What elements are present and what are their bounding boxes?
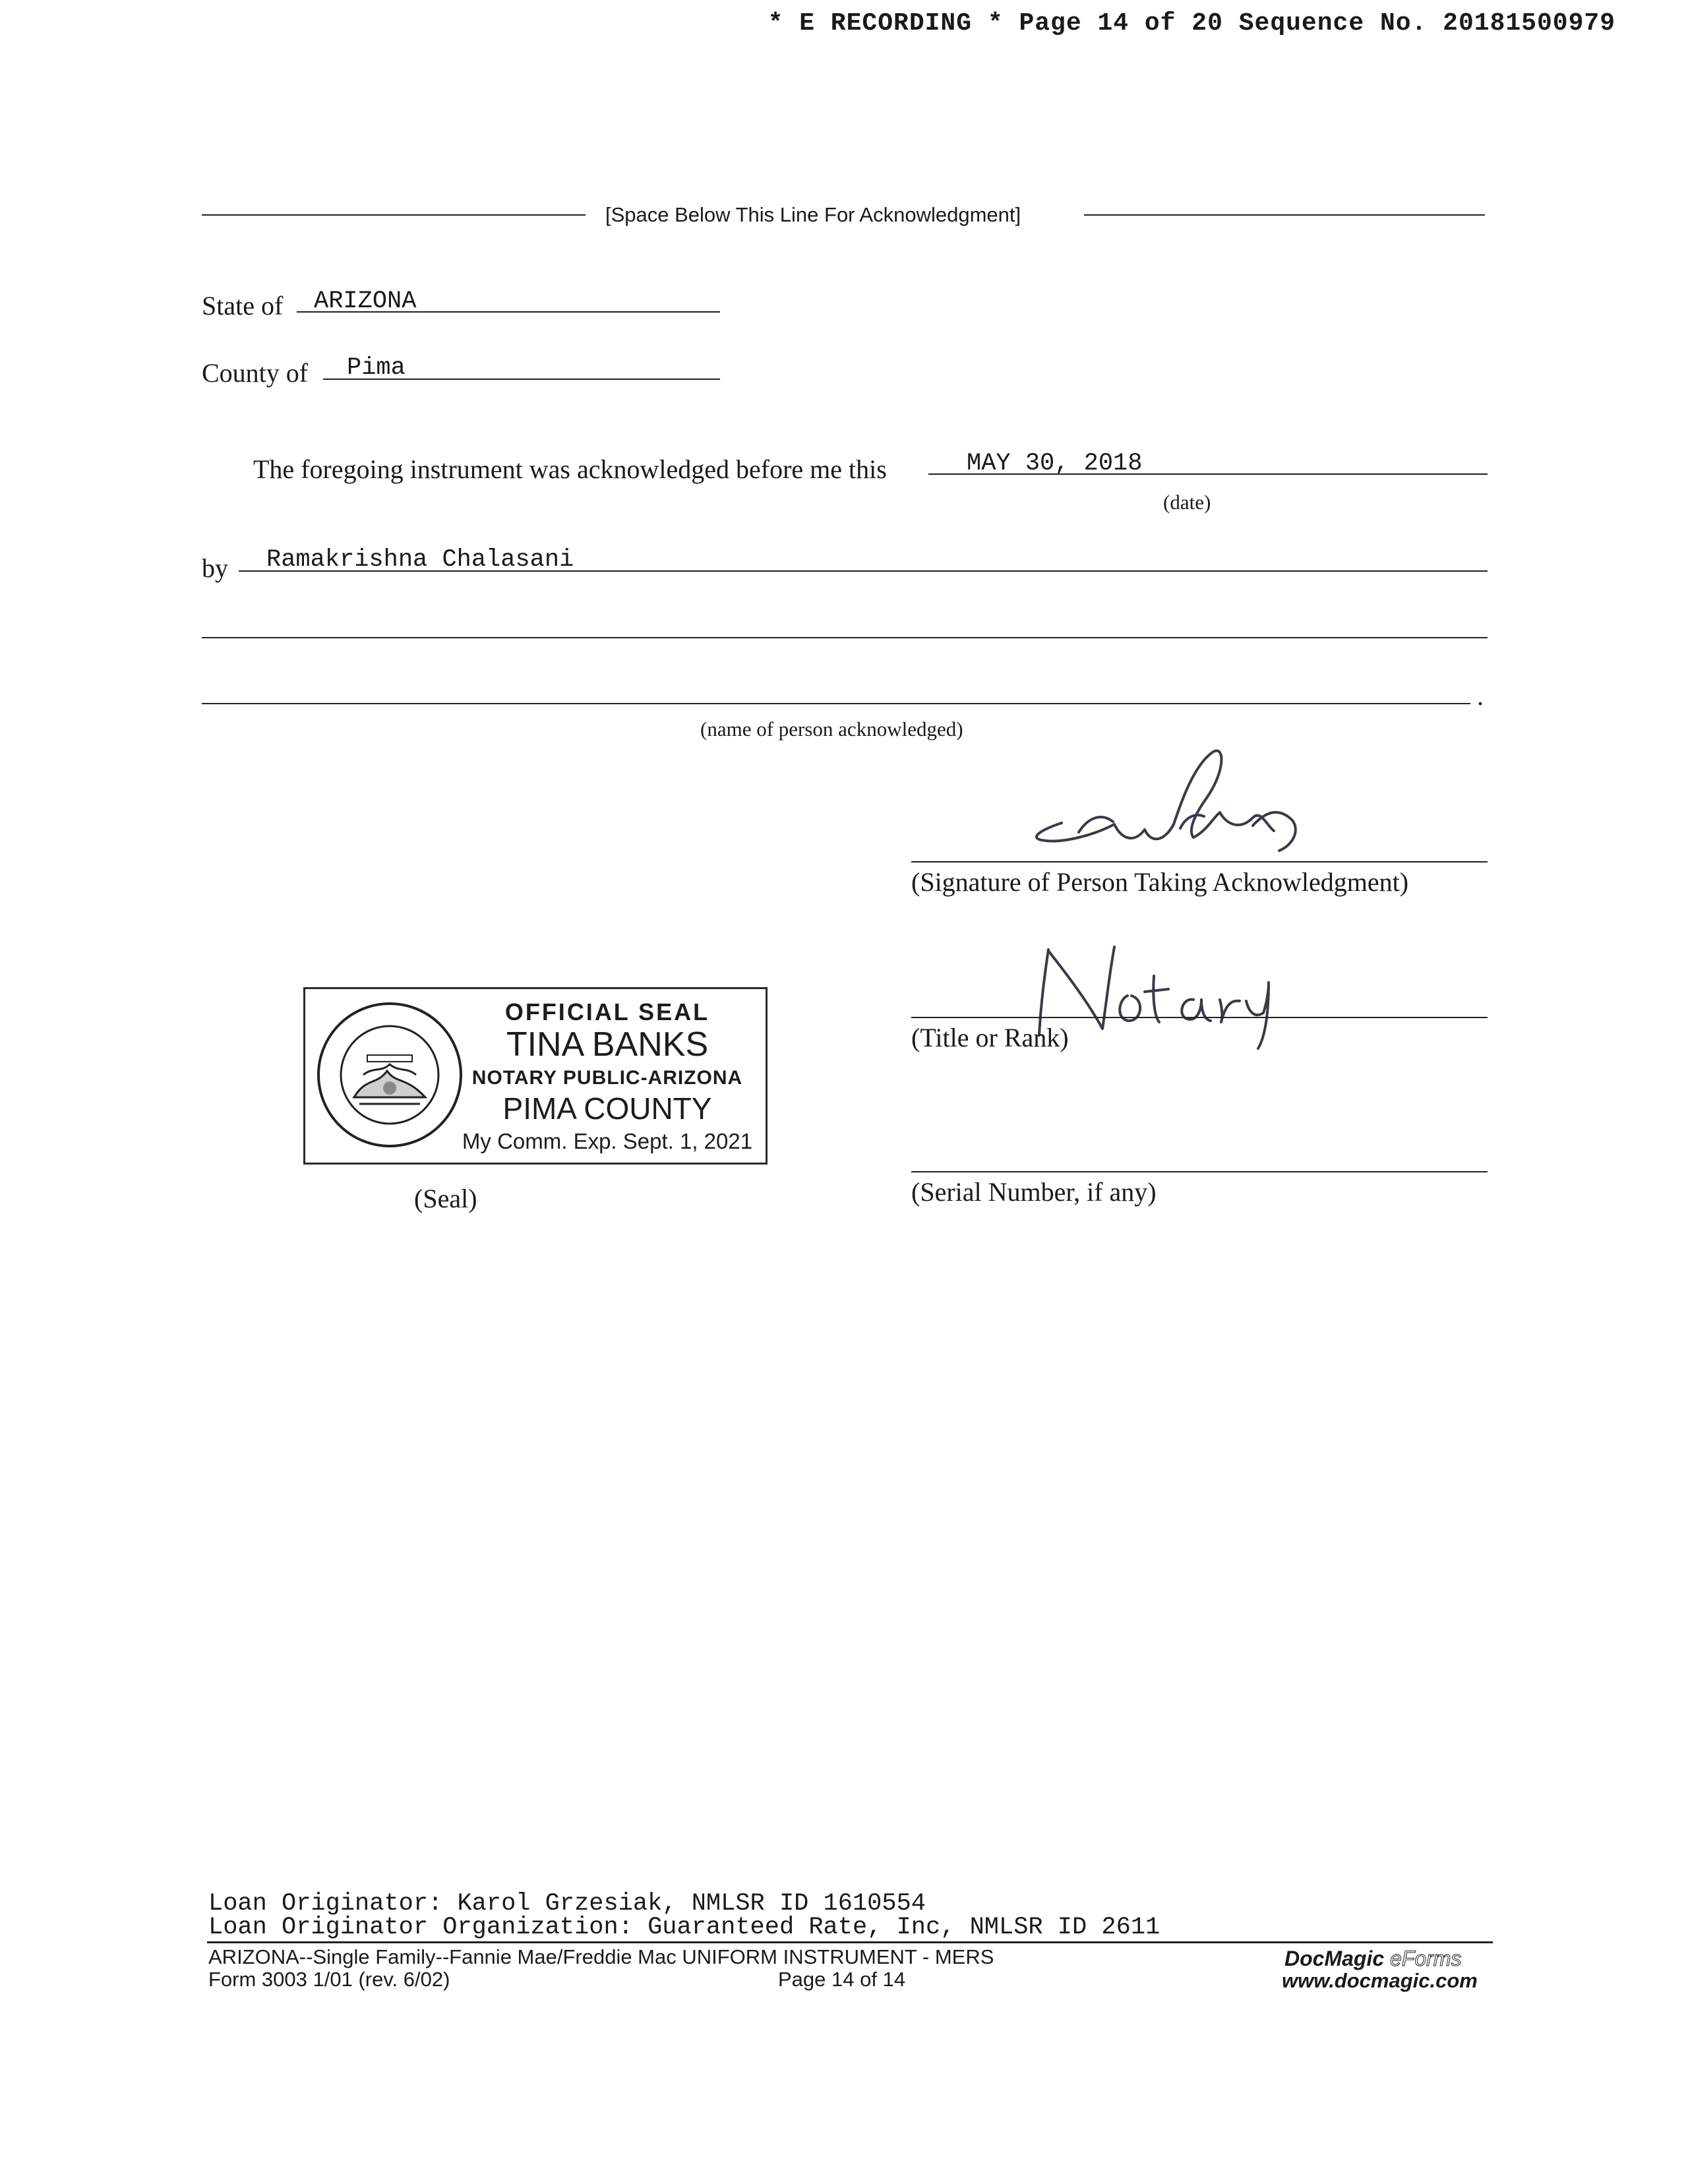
signature-caption: (Signature of Person Taking Acknowledgment) xyxy=(911,867,1409,897)
loan-originator: Loan Originator: Karol Grzesiak, NMLSR ID 1610554 xyxy=(208,1890,926,1918)
arizona-state-seal-emblem xyxy=(313,998,466,1151)
name-caption: (name of person acknowledged) xyxy=(700,717,963,741)
divider-right xyxy=(1084,214,1485,216)
recording-header: * E RECORDING * Page 14 of 20 Sequence No. 20181500979 xyxy=(768,9,1615,38)
seal-notary-title: NOTARY PUBLIC-ARIZONA xyxy=(471,1067,743,1089)
title-underline xyxy=(911,1017,1488,1018)
name-line-2 xyxy=(202,637,1488,638)
by-label: by xyxy=(202,553,228,583)
county-value: Pima xyxy=(347,354,406,382)
serial-underline xyxy=(911,1171,1488,1172)
state-label: State of xyxy=(202,291,284,320)
form-number: Form 3003 1/01 (rev. 6/02) xyxy=(208,1968,450,1991)
acknowledgment-divider-label: [Space Below This Line For Acknowledgment] xyxy=(605,203,1021,226)
seal-heading: OFFICIAL SEAL xyxy=(504,998,710,1025)
brand-name: DocMagic xyxy=(1284,1947,1385,1970)
date-underline xyxy=(928,473,1488,475)
state-underline xyxy=(297,311,720,313)
loan-originator-organization: Loan Originator Organization: Guaranteed Rate, Inc, NMLSR ID 2611 xyxy=(208,1914,1160,1941)
docmagic-website: www.docmagic.com xyxy=(1282,1969,1478,1992)
divider-left xyxy=(202,214,586,216)
instrument-text: The foregoing instrument was acknowledged before me this xyxy=(253,454,887,484)
page-number: Page 14 of 14 xyxy=(778,1968,906,1991)
title-caption: (Title or Rank) xyxy=(911,1023,1069,1052)
name-line-3 xyxy=(202,703,1470,704)
notary-signature xyxy=(1015,739,1319,870)
county-underline xyxy=(323,379,720,380)
brand-eforms: eForms xyxy=(1390,1947,1462,1970)
seal-notary-name: TINA BANKS xyxy=(506,1025,709,1064)
serial-caption: (Serial Number, if any) xyxy=(911,1177,1157,1207)
form-title: ARIZONA--Single Family--Fannie Mae/Freddie Mac UNIFORM INSTRUMENT - MERS xyxy=(208,1945,994,1968)
notary-seal-stamp xyxy=(303,987,768,1165)
footer-rule xyxy=(207,1941,1493,1943)
state-value: ARIZONA xyxy=(314,288,417,315)
date-value: MAY 30, 2018 xyxy=(967,450,1143,477)
seal-caption: (Seal) xyxy=(414,1184,477,1213)
date-caption: (date) xyxy=(1163,491,1211,514)
acknowledged-person-name: Ramakrishna Chalasani xyxy=(266,546,574,574)
by-underline xyxy=(239,570,1488,572)
signature-underline xyxy=(911,861,1488,863)
trailing-period: . xyxy=(1477,681,1484,711)
docmagic-brand xyxy=(1284,1947,1461,1971)
seal-commission-expiration: My Comm. Exp. Sept. 1, 2021 xyxy=(462,1129,753,1153)
seal-county: PIMA COUNTY xyxy=(502,1091,712,1126)
county-label: County of xyxy=(202,358,309,388)
